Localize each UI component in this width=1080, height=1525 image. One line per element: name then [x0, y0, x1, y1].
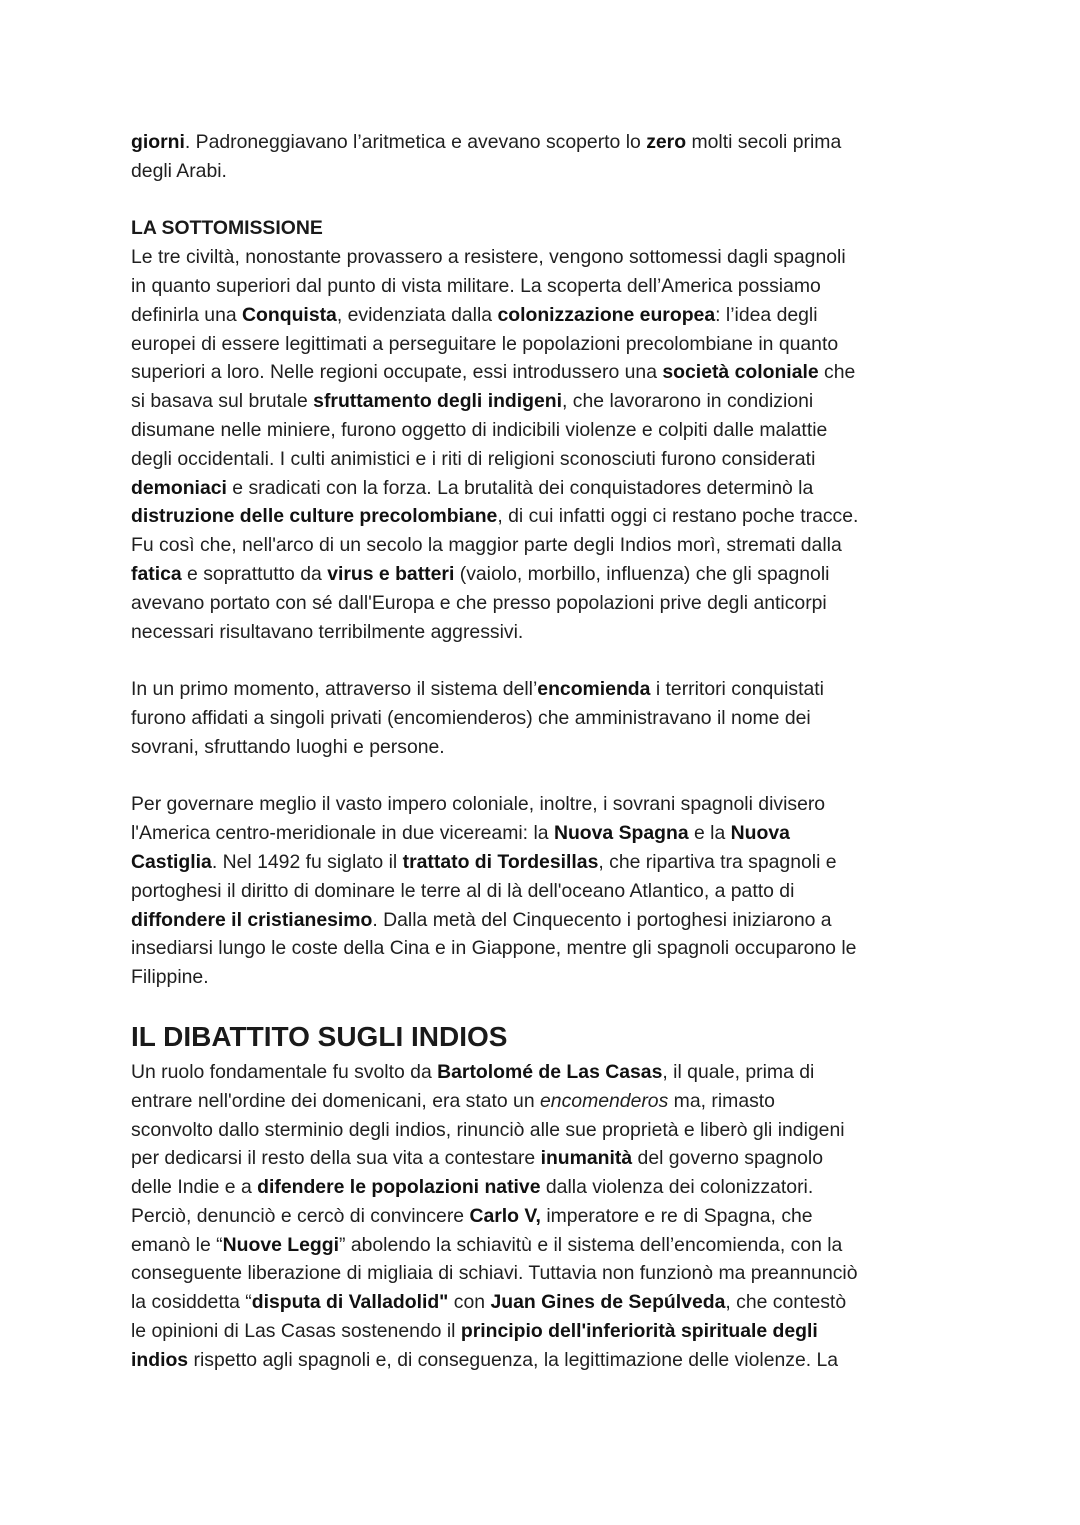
- text-line: [131, 1346, 961, 1375]
- text-line: [131, 416, 961, 445]
- text-line: [131, 243, 961, 272]
- text-line: [131, 790, 961, 819]
- bold-text: fatica: [131, 562, 182, 585]
- text-line: [131, 1202, 961, 1231]
- text-line: [131, 1288, 961, 1317]
- text-run: portoghesi il diritto di dominare le terre al di là dell'oceano Atlantico, a patto di: [131, 879, 795, 902]
- text-run: Le tre civiltà, nonostante provassero a resistere, vengono sottomessi dagli spagnoli: [131, 246, 846, 269]
- text-line: [131, 560, 961, 589]
- text-run: del governo spagnolo: [632, 1147, 823, 1170]
- text-run: ” abolendo la schiavitù e il sistema dell’encomienda, con la: [338, 1233, 843, 1256]
- text-run: degli occidentali. I culti animistici e i riti di religioni sconosciuti furono considerati: [131, 447, 816, 470]
- paragraph-gap: [131, 762, 961, 791]
- text-run: l'America centro-meridionale in due vicereami: la: [131, 822, 554, 845]
- text-run: degli Arabi.: [131, 159, 227, 182]
- section-heading-dibattito: IL DIBATTITO SUGLI INDIOS: [131, 1020, 508, 1052]
- text-line: [131, 1116, 961, 1145]
- bold-text: giorni: [131, 131, 185, 153]
- text-run: . Padroneggiavano l’aritmetica e avevano scoperto lo: [184, 131, 647, 153]
- bold-text: difendere le popolazioni native: [257, 1176, 541, 1199]
- bold-text: zero: [646, 131, 687, 153]
- paragraph-gap: [131, 992, 961, 1012]
- text-run: sconvolto dallo sterminio degli indios, rinunciò alle sue proprietà e liberò gli indigeni: [131, 1118, 845, 1141]
- text-run: , che ripartiva tra spagnoli e: [598, 850, 837, 873]
- text-run: conseguente liberazione di migliaia di schiavi. Tuttavia non funzionò ma preannunciò: [131, 1262, 858, 1285]
- text-run: europei di essere legittimati a perseguitare le popolazioni precolombiane in quanto: [131, 332, 839, 355]
- text-run: : l’idea degli: [715, 303, 818, 326]
- bold-text: principio dell'inferiorità spirituale degli: [460, 1320, 818, 1343]
- bold-text: distruzione delle culture precolombiane: [131, 505, 498, 528]
- paragraph-encomienda: [131, 675, 961, 761]
- text-line: [131, 819, 961, 848]
- text-line: [131, 704, 961, 733]
- bold-text: demoniaci: [131, 476, 227, 499]
- bold-text: inumanità: [540, 1147, 633, 1170]
- bold-text: Bartolomé de Las Casas: [437, 1060, 663, 1083]
- text-line: [131, 589, 961, 618]
- text-line: [131, 1087, 961, 1116]
- text-run: in quanto superiori dal punto di vista militare. La scoperta dell’America possiamo: [131, 274, 821, 297]
- text-run: dalla violenza dei colonizzatori.: [540, 1176, 814, 1199]
- text-line: [131, 934, 961, 963]
- bold-text: colonizzazione europea: [497, 303, 716, 326]
- text-line: [131, 1317, 961, 1346]
- text-run: , che lavorarono in condizioni: [562, 390, 814, 413]
- text-run: entrare nell'ordine dei domenicani, era stato un: [131, 1089, 541, 1112]
- text-run: superiori a loro. Nelle regioni occupate, essi introdussero una: [131, 361, 663, 384]
- bold-text: encomienda: [537, 678, 651, 701]
- text-line: [131, 1144, 961, 1173]
- text-run: In un primo momento, attraverso il sistema dell’: [131, 678, 538, 701]
- text-line: [131, 474, 961, 503]
- text-run: e soprattutto da: [181, 562, 328, 585]
- text-line: [131, 1173, 961, 1202]
- text-line: [131, 1058, 961, 1087]
- text-run: , il quale, prima di: [662, 1060, 815, 1083]
- bold-text: indios: [131, 1348, 189, 1371]
- text-run: rispetto agli spagnoli e, di conseguenza, la legittimazione delle violenze. La: [188, 1348, 839, 1371]
- text-run: necessari risultavano terribilmente aggressivi.: [131, 620, 524, 643]
- text-run: avevano portato con sé dall'Europa e che presso popolazioni prive degli anticorpi: [131, 591, 827, 614]
- text-run: Fu così che, nell'arco di un secolo la maggior parte degli Indios morì, stremati dalla: [131, 534, 842, 557]
- text-run: Filippine.: [131, 966, 209, 989]
- text-run: delle Indie e a: [131, 1176, 258, 1199]
- text-run: disumane nelle miniere, furono oggetto di indicibili violenze e colpiti dalle malattie: [131, 418, 828, 441]
- text-run: e la: [688, 822, 731, 845]
- bold-text: disputa di Valladolid": [251, 1291, 449, 1314]
- bold-text: trattato di Tordesillas: [402, 850, 599, 873]
- paragraph-gap: [131, 646, 961, 675]
- text-run: che: [818, 361, 856, 384]
- italic-text: encomenderos: [540, 1089, 669, 1112]
- text-line: [131, 1259, 961, 1288]
- text-line: [131, 906, 961, 935]
- bold-text: Conquista: [242, 303, 337, 326]
- text-run: definirla una: [131, 303, 243, 326]
- text-run: , di cui infatti oggi ci restano poche tracce.: [497, 505, 859, 528]
- text-line: [131, 502, 961, 531]
- text-run: i territori conquistati: [650, 678, 824, 701]
- paragraph-intro: [131, 128, 961, 186]
- paragraph-vicereami: [131, 790, 961, 992]
- text-line: [131, 733, 961, 762]
- text-run: con: [448, 1291, 491, 1314]
- bold-text: Carlo V,: [469, 1204, 541, 1227]
- text-run: sovrani, sfruttando luoghi e persone.: [131, 735, 445, 758]
- bold-text: Castiglia: [131, 850, 212, 873]
- bold-text: virus e batteri: [327, 562, 455, 585]
- text-line: [131, 128, 961, 157]
- section-title-sottomissione: LA SOTTOMISSIONE: [131, 217, 323, 240]
- text-line: [131, 330, 961, 359]
- bold-text: società coloniale: [662, 361, 819, 384]
- bold-text: sfruttamento degli indigeni: [313, 390, 563, 413]
- text-run: le opinioni di Las Casas sostenendo il: [131, 1320, 461, 1343]
- text-line: [131, 1231, 961, 1260]
- text-run: molti secoli prima: [686, 131, 842, 153]
- text-run: per dedicarsi il resto della sua vita a contestare: [131, 1147, 541, 1170]
- text-run: emanò le “: [131, 1233, 223, 1256]
- text-line: [131, 963, 961, 992]
- document-page: [131, 128, 961, 1375]
- paragraph-sottomissione: [131, 243, 961, 646]
- text-line: [131, 848, 961, 877]
- bold-text: Nuova: [730, 822, 790, 845]
- text-run: . Nel 1492 fu siglato il: [211, 850, 403, 873]
- paragraph-gap: [131, 186, 961, 215]
- text-run: Per governare meglio il vasto impero coloniale, inoltre, i sovrani spagnoli divisero: [131, 793, 826, 816]
- text-run: insediarsi lungo le coste della Cina e in Giappone, mentre gli spagnoli occuparono le: [131, 937, 857, 960]
- text-run: imperatore e re di Spagna, che: [540, 1204, 813, 1227]
- text-run: e sradicati con la forza. La brutalità dei conquistadores determinò la: [226, 476, 814, 499]
- text-line: [131, 877, 961, 906]
- text-run: la cosiddetta “: [131, 1291, 252, 1314]
- bold-text: Nuove Leggi: [222, 1233, 339, 1256]
- text-run: si basava sul brutale: [131, 390, 314, 413]
- text-line: [131, 358, 961, 387]
- text-run: ma, rimasto: [668, 1089, 775, 1112]
- text-line: [131, 531, 961, 560]
- text-line: [131, 387, 961, 416]
- bold-text: diffondere il cristianesimo: [131, 908, 373, 931]
- text-run: Un ruolo fondamentale fu svolto da: [131, 1060, 438, 1083]
- text-line: [131, 301, 961, 330]
- text-run: (vaiolo, morbillo, influenza) che gli spagnoli: [454, 562, 830, 585]
- bold-text: Juan Gines de Sepúlveda: [490, 1291, 726, 1314]
- text-run: Perciò, denunciò e cercò di convincere: [131, 1204, 470, 1227]
- bold-text: Nuova Spagna: [553, 822, 689, 845]
- paragraph-las-casas: [131, 1058, 961, 1375]
- text-line: [131, 272, 961, 301]
- text-line: [131, 445, 961, 474]
- text-run: , che contestò: [725, 1291, 847, 1314]
- text-run: . Dalla metà del Cinquecento i portoghesi iniziarono a: [372, 908, 832, 931]
- text-line: [131, 157, 961, 186]
- text-run: , evidenziata dalla: [336, 303, 498, 326]
- text-line: [131, 675, 961, 704]
- text-line: [131, 618, 961, 647]
- text-run: furono affidati a singoli privati (encomienderos) che amministravano il nome dei: [131, 706, 811, 729]
